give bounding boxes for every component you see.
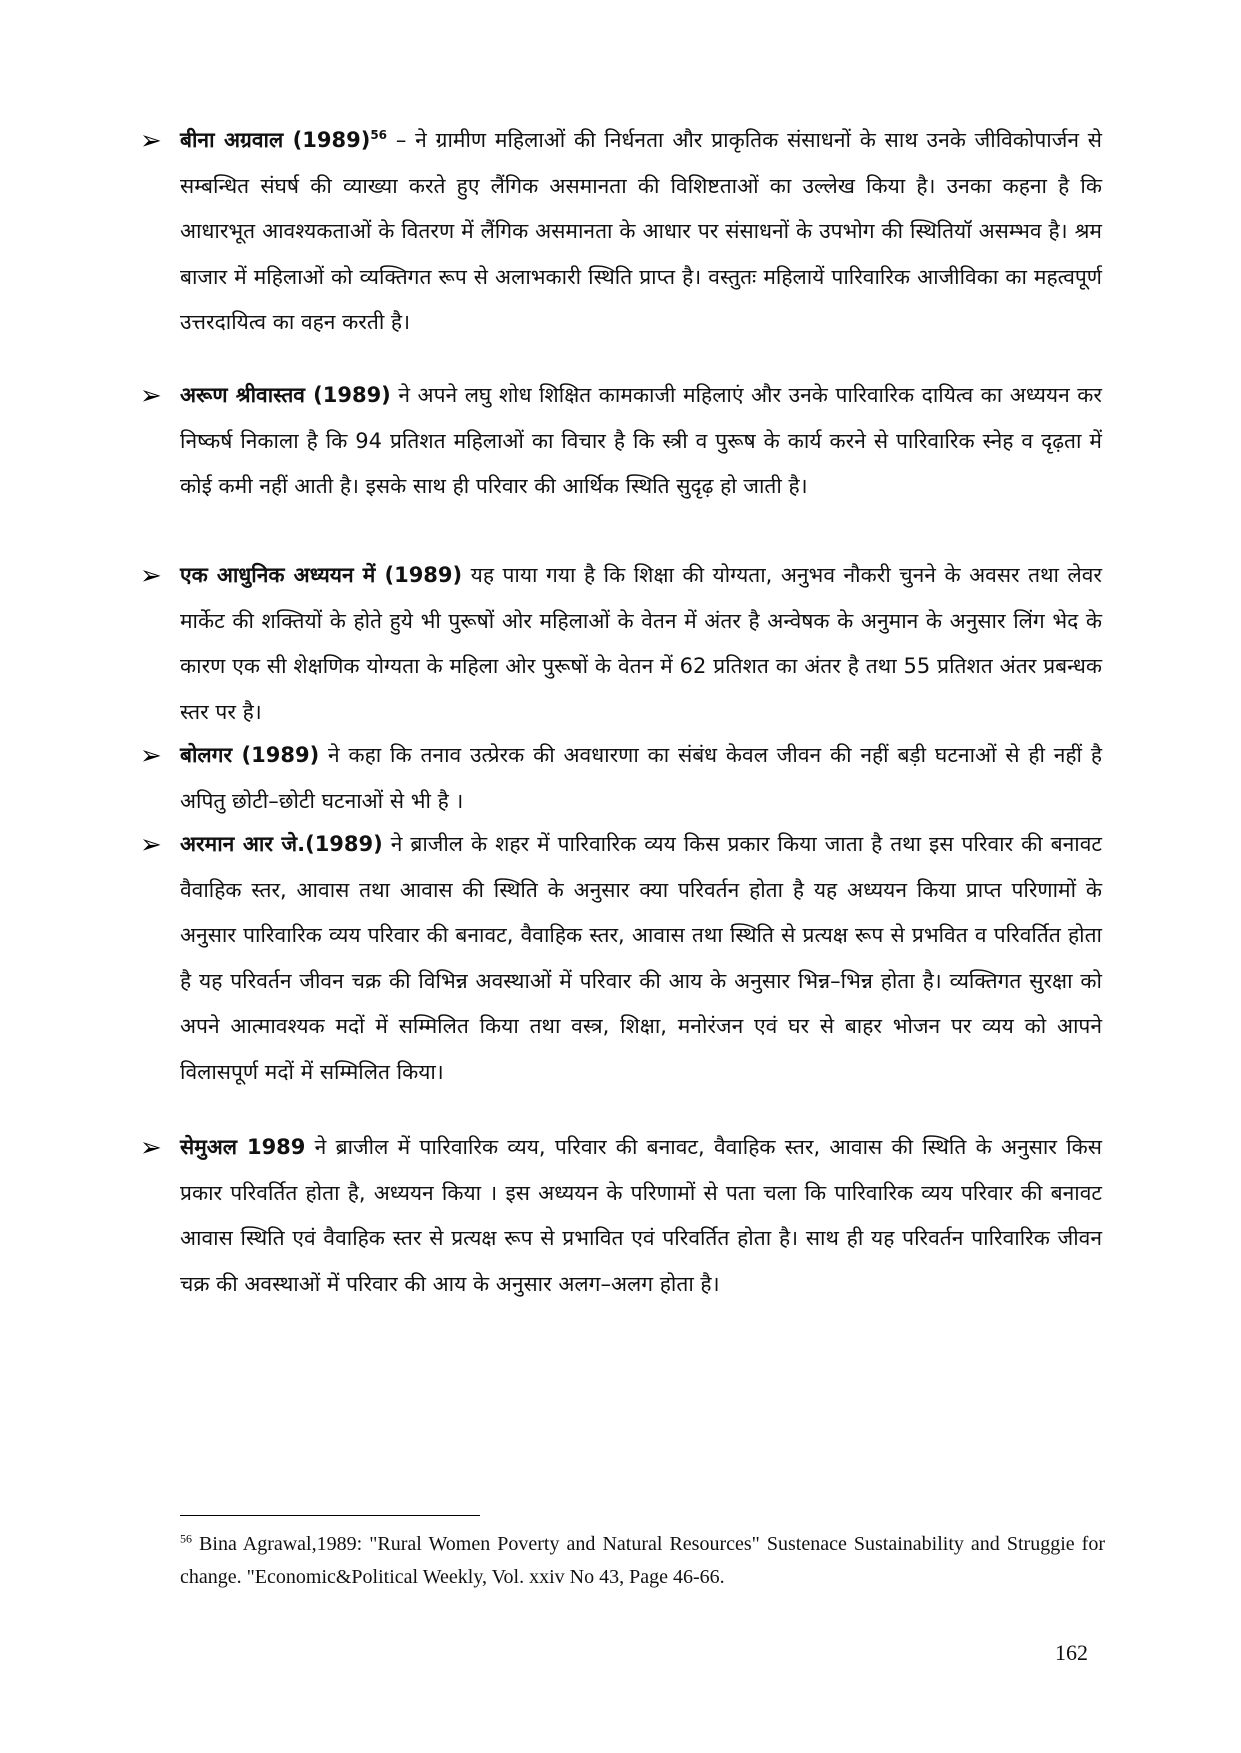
entry-bolgar [140,733,1102,824]
arrow-bullet-icon: ➢ [140,126,162,156]
entry-arun-srivastava [140,373,1102,510]
entry-heading: सेमुअल 1989 [180,1135,306,1159]
entry-heading: अरमान आर जे.(1989) [180,832,383,856]
entry-text: ने कहा कि तनाव उत्प्रेरक की अवधारणा का संबंध केवल जीवन की नहीं बड़ी घटनाओं से ही नहीं है अपितु छोटी–छोटी घटनाओं से भी है । [180,743,1102,813]
entry-paragraph [180,118,1102,346]
arrow-bullet-icon: ➢ [140,830,162,860]
entry-modern-study [140,553,1102,735]
entry-text: – ने ग्रामीण महिलाओं की निर्धनता और प्राकृतिक संसाधनों के साथ उनके जीविकोपार्जन से सम्बन्धित संघर्ष की व्याख्या करते हुए लैंगिक असमानता की विशिष्टताओं का उल्लेख किया है। उनका कहना है कि आधारभूत आवश्यकताओं के वितरण में लैंगिक असमानता के आधार पर संसाधनों के उपभोग की स्थितियॉ असम्भव है। श्रम बाजार में महिलाओं को व्यक्तिगत रूप से अलाभकारी स्थिति प्राप्त है। वस्तुतः महिलायें पारिवारिक आजीविका का महत्वपूर्ण उत्तरदायित्व का वहन करती है। [180,128,1102,334]
arrow-bullet-icon: ➢ [140,1133,162,1163]
entry-text: ने ब्राजील में पारिवारिक व्यय, परिवार की बनावट, वैवाहिक स्तर, आवास की स्थिति के अनुसार किस प्रकार परिवर्तित होता है, अध्ययन किया । इस अध्ययन के परिणामों से पता चला कि पारिवारिक व्यय परिवार की बनावट आवास स्थिति एवं वैवाहिक स्तर से प्रत्यक्ष रूप से प्रभावित एवं परिवर्तित होता है। साथ ही यह परिवर्तन पारिवारिक जीवन चक्र की अवस्थाओं में परिवार की आय के अनुसार अलग–अलग होता है। [180,1135,1102,1296]
entry-heading: बोलगर (1989) [180,743,320,767]
entry-text: ने अपने लघु शोध शिक्षित कामकाजी महिलाएं और उनके पारिवारिक दायित्व का अध्ययन कर निष्कर्ष निकाला है कि 94 प्रतिशत महिलाओं का विचार है कि स्त्री व पुरूष के कार्य करने से पारिवारिक स्नेह व दृढ़ता में कोई कमी नहीं आती है। इसके साथ ही परिवार की आर्थिक स्थिति सुदृढ़ हो जाती है। [180,383,1102,498]
entry-text: यह पाया गया है कि शिक्षा की योग्यता, अनुभव नौकरी चुनने के अवसर तथा लेवर मार्केट की शक्तियों के होते हुये भी पुरूषों ओर महिलाओं के वेतन में अंतर है अन्वेषक के अनुमान के अनुसार लिंग भेद के कारण एक सी शेक्षणिक योग्यता के महिला ओर पुरूषों के वेतन में 62 प्रतिशत का अंतर है तथा 55 प्रतिशत अंतर प्रबन्धक स्तर पर है। [180,563,1102,724]
footnote-reference[interactable]: 56 [370,128,388,142]
entry-samuel [140,1125,1102,1307]
entry-paragraph [180,733,1102,824]
footnote [180,1528,1105,1594]
footnote-number: 56 [180,1531,192,1546]
entry-paragraph [180,822,1102,1095]
entry-heading: एक आधुनिक अध्ययन में (1989) [180,563,463,587]
entry-arman [140,822,1102,1095]
entry-paragraph [180,553,1102,735]
page-number: 162 [1055,1640,1088,1665]
entry-heading: बीना अग्रवाल (1989) [180,128,371,152]
arrow-bullet-icon: ➢ [140,561,162,591]
footnote-text: Bina Agrawal,1989: "Rural Women Poverty and Natural Resources" Sustenace Sustainability and Struggie for change. "Economic&Political Weekly, Vol. xxiv No 43, Page 46-66. [180,1533,1105,1588]
footnote-divider [180,1515,480,1516]
entry-paragraph [180,1125,1102,1307]
arrow-bullet-icon: ➢ [140,741,162,771]
entry-paragraph [180,373,1102,510]
entry-text: ने ब्राजील के शहर में पारिवारिक व्यय किस प्रकार किया जाता है तथा इस परिवार की बनावट वैवाहिक स्तर, आवास तथा आवास की स्थिति के अनुसार क्या परिवर्तन होता है यह अध्ययन किया प्राप्त परिणामों के अनुसार पारिवारिक व्यय परिवार की बनावट, वैवाहिक स्तर, आवास तथा स्थिति से प्रत्यक्ष रूप से प्रभवित व परिवर्तित होता है यह परिवर्तन जीवन चक्र की विभिन्न अवस्थाओं में परिवार की आय के अनुसार भिन्न–भिन्न होता है। व्यक्तिगत सुरक्षा को अपने आत्मावश्यक मदों में सम्मिलित किया तथा वस्त्र, शिक्षा, मनोरंजन एवं घर से बाहर भोजन पर व्यय को आपने विलासपूर्ण मदों में सम्मिलित किया। [180,832,1102,1084]
entry-bina-agrawal [140,118,1102,346]
entry-heading: अरूण श्रीवास्तव (1989) [180,383,391,407]
arrow-bullet-icon: ➢ [140,381,162,411]
